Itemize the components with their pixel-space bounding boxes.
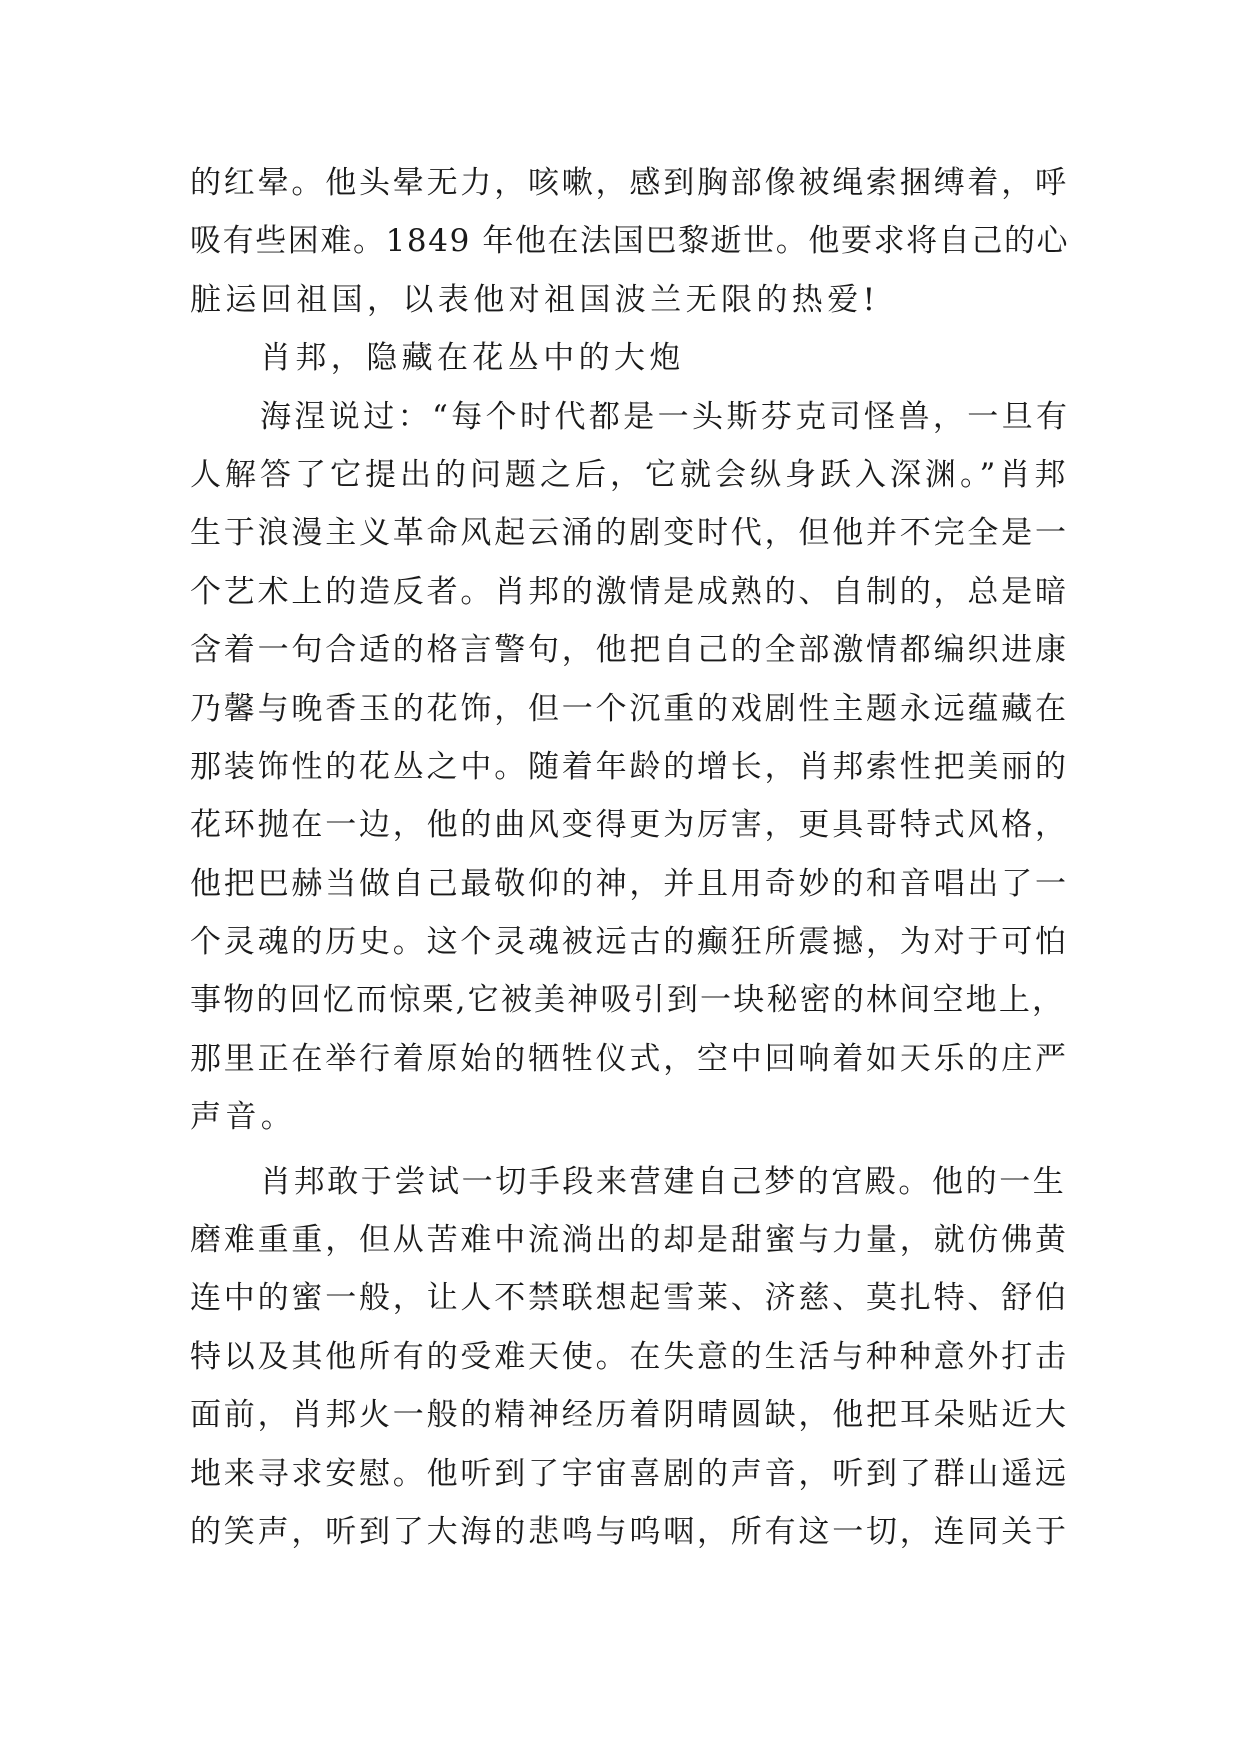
text-line: 的红晕。他头晕无力，咳嗽，感到胸部像被绳索捆缚着，呼	[190, 165, 1069, 201]
text-line: 地来寻求安慰。他听到了宇宙喜剧的声音，听到了群山遥远	[190, 1455, 1069, 1492]
text-line: 连中的蜜一般，让人不禁联想起雪莱、济慈、莫扎特、舒伯	[190, 1280, 1069, 1317]
text-line: 花环抛在一边，他的曲风变得更为厉害，更具哥特式风格，	[190, 807, 1069, 844]
text-line: 磨难重重，但从苦难中流淌出的却是甜蜜与力量，就仿佛黄	[190, 1222, 1069, 1259]
text-line: 海涅说过：“每个时代都是一头斯芬克司怪兽，一旦有	[260, 398, 1071, 435]
text-line: 的笑声，听到了大海的悲鸣与呜咽，所有这一切，连同关于	[190, 1513, 1069, 1550]
text-line: 脏运回祖国，以表他对祖国波兰无限的热爱!	[190, 281, 880, 318]
text-line: 肖邦敢于尝试一切手段来营建自己梦的宫殿。他的一生	[260, 1163, 1067, 1200]
body-text	[190, 154, 1070, 1561]
text-line: 那里正在举行着原始的牺牲仪式，空中回响着如天乐的庄严	[190, 1040, 1069, 1077]
text-line: 特以及其他所有的受难天使。在失意的生活与种种意外打击	[190, 1338, 1069, 1375]
section-heading: 肖邦，隐藏在花丛中的大炮	[260, 340, 685, 377]
text-line: 事物的回忆而惊栗,它被美神吸引到一块秘密的林间空地上，	[190, 982, 1066, 1019]
text-line: 吸有些困难。1849 年他在法国巴黎逝世。他要求将自己的心	[190, 223, 1070, 260]
text-line: 生于浪漫主义革命风起云涌的剧变时代，但他并不完全是一	[190, 515, 1069, 552]
text-line: 乃馨与晚香玉的花饰，但一个沉重的戏剧性主题永远蕴藏在	[190, 690, 1069, 727]
text-line: 含着一句合适的格言警句，他把自己的全部激情都编织进康	[190, 632, 1069, 669]
text-line: 那装饰性的花丛之中。随着年龄的增长，肖邦索性把美丽的	[190, 748, 1069, 785]
text-line: 他把巴赫当做自己最敬仰的神，并且用奇妙的和音唱出了一	[190, 865, 1069, 902]
text-line: 面前，肖邦火一般的精神经历着阴晴圆缺，他把耳朵贴近大	[190, 1397, 1069, 1434]
text-line: 个艺术上的造反者。肖邦的激情是成熟的、自制的，总是暗	[190, 573, 1069, 610]
text-line: 声音。	[190, 1099, 297, 1136]
text-line: 个灵魂的历史。这个灵魂被远古的癫狂所震撼，为对于可怕	[190, 924, 1069, 961]
text-line: 人解答了它提出的问题之后，它就会纵身跃入深渊。”肖邦	[190, 456, 1070, 493]
